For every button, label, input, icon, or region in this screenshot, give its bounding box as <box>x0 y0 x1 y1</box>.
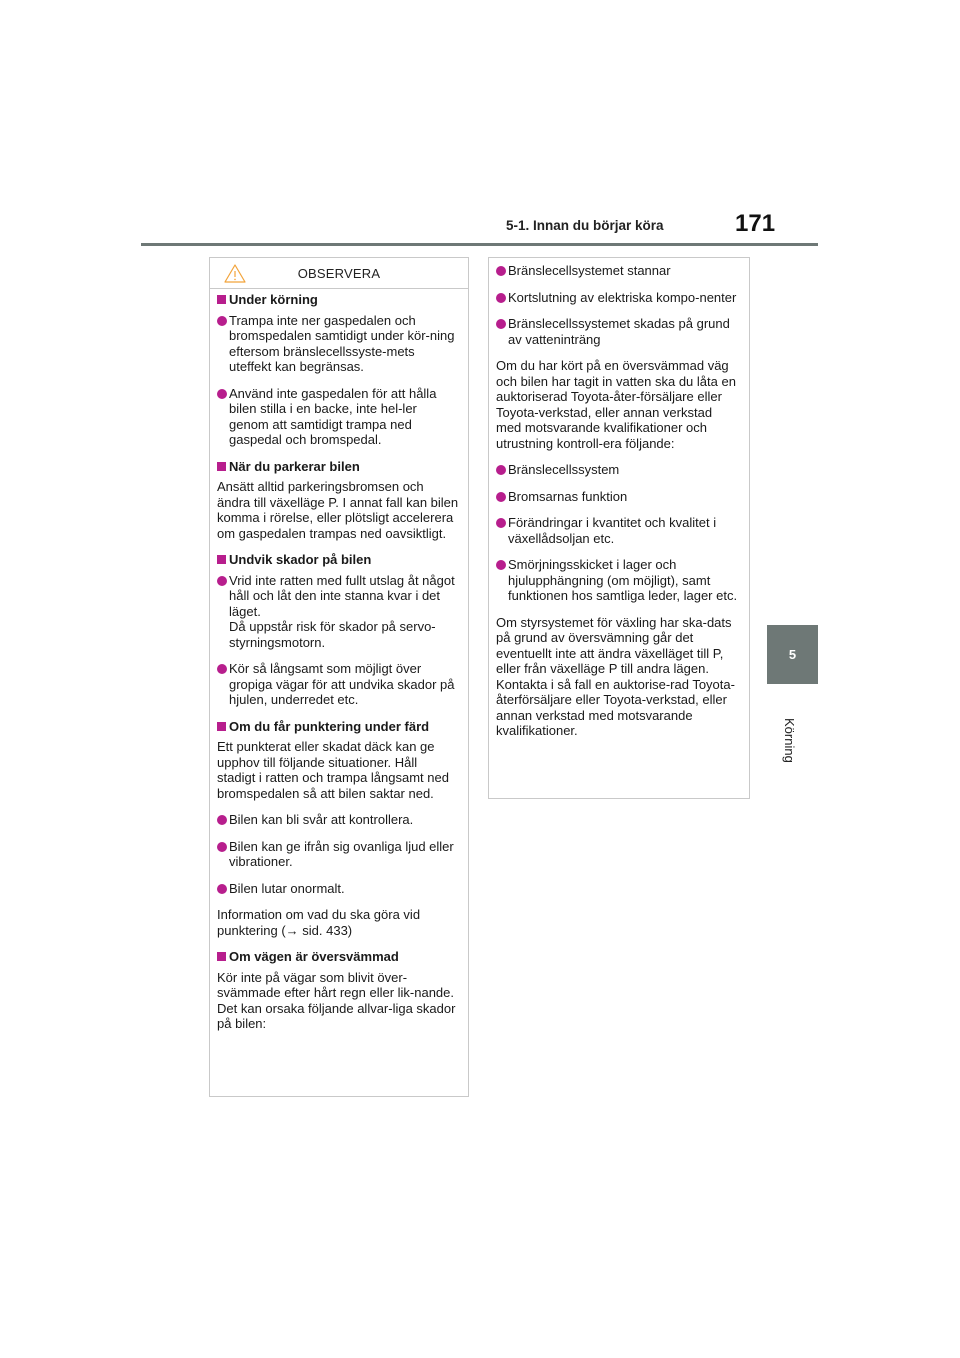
chapter-tab-number: 5 <box>788 647 797 662</box>
paragraph: Kör inte på vägar som blivit över-svämmade efter hårt regn eller lik-nande. Det kan orsaka följande allvar-liga skador på bilen: <box>217 969 456 1031</box>
section-heading: Om du får punktering under färd <box>217 719 459 735</box>
paragraph: Ansätt alltid parkeringsbromsen och ändra till växelläge P. I annat fall kan bilen komma i rörelse, eller plötsligt accelerera om gaspedalen trampas ned oavsiktligt. <box>217 479 459 541</box>
chapter-tab <box>767 625 818 684</box>
notice-box-left <box>209 257 469 1097</box>
bullet-item: Bilen kan bli svår att kontrollera. <box>217 812 459 828</box>
notice-left-content <box>210 289 468 1032</box>
paragraph: Information om vad du ska göra vid punktering (→ sid. 433) <box>217 907 421 938</box>
bullet-item: Vrid inte ratten med fullt utslag åt något håll och låt den inte stanna kvar i det läget. Då uppstår risk för skador på servo-styrningsmotorn. <box>217 573 459 651</box>
paragraph: Om du har kört på en översvämmad väg och bilen har tagit in vatten ska du låta en auktoriserad Toyota-åter-försäljare eller Toyota-verkstad, eller annan verkstad med motsvarande kvalifikationer och utrustning kontroll-era följande: <box>496 358 736 451</box>
section-title: 5-1. Innan du börjar köra <box>506 218 664 233</box>
chapter-tab-label: Körning <box>782 718 797 763</box>
section-heading: Under körning <box>217 292 459 308</box>
notice-right-content <box>489 258 749 739</box>
section-heading: Om vägen är översvämmad <box>217 949 459 965</box>
section-heading: När du parkerar bilen <box>217 459 459 475</box>
section-heading: Undvik skador på bilen <box>217 552 459 568</box>
bullet-item: Bränslecellssystemet skadas på grund av vatteninträng <box>496 316 740 347</box>
bullet-item: Bilen lutar onormalt. <box>217 881 459 897</box>
notice-header <box>210 258 468 289</box>
bullet-item: Bilen kan ge ifrån sig ovanliga ljud eller vibrationer. <box>217 839 459 870</box>
bullet-item: Kör så långsamt som möjligt över gropiga vägar för att undvika skador på hjulen, underredet etc. <box>217 661 459 708</box>
bullet-item: Använd inte gaspedalen för att hålla bilen stilla i en backe, inte hel-ler genom att samtidigt trampa ned gaspedal och bromspedal. <box>217 386 459 448</box>
bullet-item: Bromsarnas funktion <box>496 489 740 505</box>
header-rule <box>141 243 818 246</box>
notice-box-right <box>488 257 750 799</box>
notice-title: OBSERVERA <box>297 266 381 281</box>
bullet-item: Bränslecellssystem <box>496 462 740 478</box>
paragraph: Ett punkterat eller skadat däck kan ge upphov till följande situationer. Håll stadigt i ratten och trampa långsamt ned bromspedalen så att bilen saktar ned. <box>217 739 449 801</box>
bullet-item: Kortslutning av elektriska kompo-nenter <box>496 290 740 306</box>
bullet-item: Bränslecellsystemet stannar <box>496 263 740 279</box>
bullet-item: Smörjningsskicket i lager och hjulupphängning (om möjligt), samt funktionen hos samtliga leder, lager etc. <box>496 557 740 604</box>
bullet-item: Trampa inte ner gaspedalen och bromspedalen samtidigt under kör-ning eftersom bränslecellssyste-mets uteffekt kan begränsas. <box>217 313 459 375</box>
bullet-item: Förändringar i kvantitet och kvalitet i växellådsoljan etc. <box>496 515 740 546</box>
page-number: 171 <box>735 210 776 237</box>
paragraph: Om styrsystemet för växling har ska-dats på grund av översvämning går det eventuellt inte att ändra växelläget till P, eller från växelläge P till andra lägen. Kontakta i så fall en auktorise-rad Toyota-återförsäljare eller Toyota-verkstad, eller annan verkstad med motsvarande kvalifikationer. <box>496 614 735 738</box>
